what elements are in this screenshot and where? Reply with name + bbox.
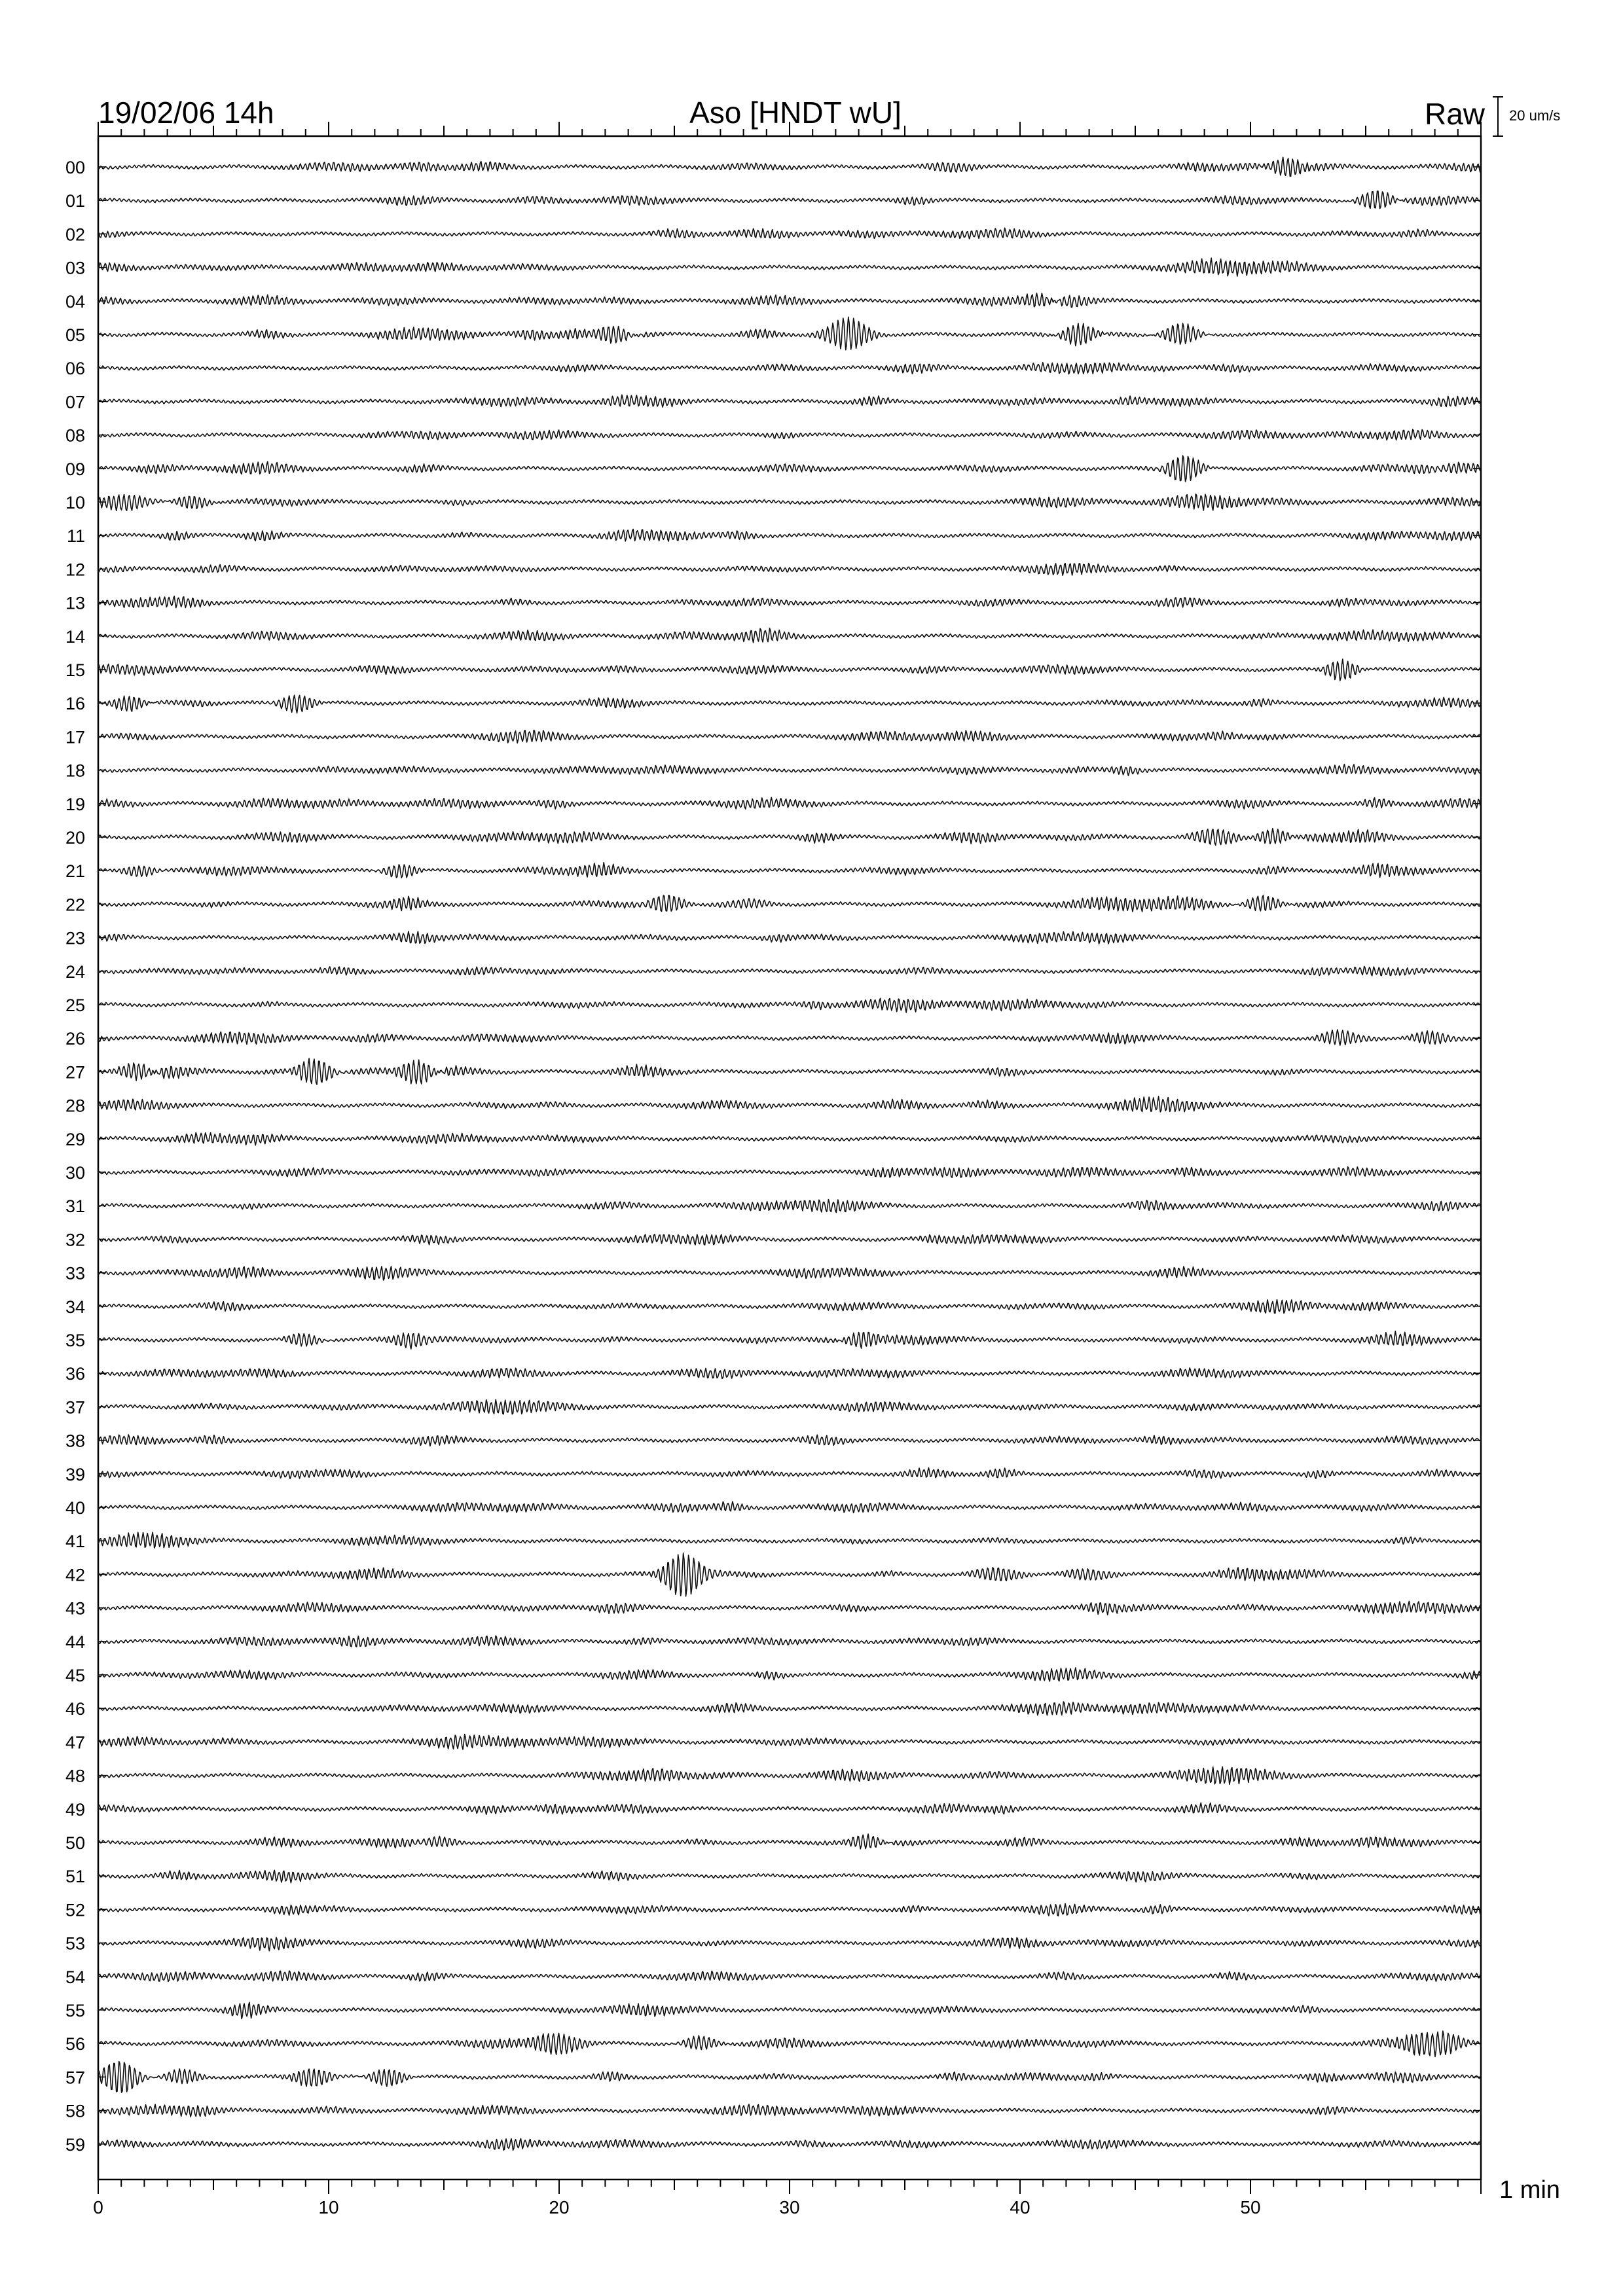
- trace-row-37: [98, 1400, 1481, 1414]
- trace-row-20: [98, 829, 1481, 846]
- row-label: 56: [65, 2034, 85, 2054]
- row-label: 03: [65, 258, 85, 278]
- trace-row-17: [98, 730, 1481, 744]
- x-tick-label: 40: [1010, 2197, 1030, 2217]
- row-label: 06: [65, 359, 85, 379]
- row-label: 44: [65, 1632, 85, 1652]
- row-label: 00: [65, 158, 85, 177]
- trace-row-49: [98, 1803, 1481, 1815]
- trace-row-14: [98, 628, 1481, 643]
- trace-row-58: [98, 2104, 1481, 2117]
- row-label: 16: [65, 694, 85, 714]
- trace-row-29: [98, 1133, 1481, 1145]
- row-label: 41: [65, 1532, 85, 1552]
- trace-row-54: [98, 1971, 1481, 1981]
- row-label: 10: [65, 493, 85, 512]
- row-label: 40: [65, 1498, 85, 1518]
- trace-row-59: [98, 2138, 1481, 2150]
- trace-row-07: [98, 395, 1481, 407]
- row-label: 13: [65, 593, 85, 613]
- trace-row-32: [98, 1234, 1481, 1245]
- trace-row-55: [98, 2002, 1481, 2018]
- row-label: 52: [65, 1900, 85, 1920]
- trace-row-48: [98, 1767, 1481, 1784]
- trace-row-12: [98, 564, 1481, 576]
- trace-row-50: [98, 1834, 1481, 1849]
- x-tick-label: 30: [779, 2197, 800, 2217]
- trace-row-39: [98, 1468, 1481, 1479]
- row-label: 53: [65, 1933, 85, 1954]
- row-label: 23: [65, 928, 85, 948]
- row-label: 42: [65, 1565, 85, 1585]
- trace-row-53: [98, 1937, 1481, 1951]
- trace-row-18: [98, 764, 1481, 776]
- row-label: 46: [65, 1699, 85, 1719]
- trace-row-45: [98, 1668, 1481, 1681]
- row-label: 15: [65, 660, 85, 680]
- trace-row-25: [98, 998, 1481, 1013]
- row-label: 27: [65, 1062, 85, 1083]
- row-label: 54: [65, 1967, 85, 1987]
- row-label: 25: [65, 996, 85, 1015]
- chart-title: Aso [HNDT wU]: [689, 96, 902, 130]
- trace-row-03: [98, 258, 1481, 276]
- row-label: 47: [65, 1732, 85, 1753]
- trace-row-05: [98, 317, 1481, 350]
- trace-row-13: [98, 596, 1481, 608]
- scale-label: 20 um/s: [1509, 107, 1561, 124]
- trace-row-28: [98, 1096, 1481, 1112]
- row-label: 18: [65, 761, 85, 781]
- trace-row-10: [98, 494, 1481, 511]
- trace-row-36: [98, 1368, 1481, 1379]
- trace-row-40: [98, 1501, 1481, 1513]
- trace-row-42: [98, 1553, 1481, 1596]
- row-label: 35: [65, 1331, 85, 1350]
- row-label: 58: [65, 2101, 85, 2121]
- row-label: 38: [65, 1431, 85, 1451]
- trace-row-11: [98, 529, 1481, 542]
- x-unit-label: 1 min: [1499, 2176, 1560, 2204]
- trace-row-06: [98, 363, 1481, 374]
- row-label: 59: [65, 2134, 85, 2155]
- trace-row-00: [98, 157, 1481, 176]
- trace-row-57: [98, 2062, 1481, 2093]
- row-label: 20: [65, 828, 85, 848]
- row-label: 19: [65, 794, 85, 814]
- row-label: 02: [65, 224, 85, 245]
- row-label: 37: [65, 1397, 85, 1418]
- trace-row-26: [98, 1030, 1481, 1045]
- row-label: 39: [65, 1464, 85, 1484]
- row-label: 26: [65, 1029, 85, 1049]
- trace-row-24: [98, 966, 1481, 976]
- row-label: 33: [65, 1263, 85, 1283]
- x-tick-label: 20: [549, 2197, 570, 2217]
- trace-row-19: [98, 798, 1481, 810]
- trace-row-04: [98, 293, 1481, 308]
- row-label: 50: [65, 1833, 85, 1853]
- row-label: 30: [65, 1163, 85, 1183]
- row-label: 49: [65, 1799, 85, 1820]
- trace-row-16: [98, 695, 1481, 713]
- trace-row-30: [98, 1167, 1481, 1177]
- trace-row-22: [98, 895, 1481, 912]
- row-label: 01: [65, 191, 85, 211]
- row-label: 36: [65, 1364, 85, 1384]
- trace-row-46: [98, 1702, 1481, 1715]
- row-label: 14: [65, 626, 85, 647]
- row-label: 51: [65, 1867, 85, 1887]
- trace-row-09: [98, 456, 1481, 482]
- trace-row-47: [98, 1734, 1481, 1749]
- row-label: 21: [65, 861, 85, 882]
- date-label: 19/02/06 14h: [98, 96, 274, 130]
- trace-row-44: [98, 1636, 1481, 1647]
- trace-row-08: [98, 429, 1481, 440]
- row-label: 12: [65, 560, 85, 580]
- x-tick-label: 10: [318, 2197, 339, 2217]
- row-label: 11: [66, 526, 85, 547]
- row-label: 43: [65, 1598, 85, 1619]
- trace-row-31: [98, 1200, 1481, 1213]
- trace-row-02: [98, 228, 1481, 239]
- trace-row-52: [98, 1904, 1481, 1916]
- row-label: 09: [65, 459, 85, 479]
- trace-row-23: [98, 931, 1481, 944]
- x-tick-label: 0: [93, 2197, 103, 2217]
- row-label: 08: [65, 425, 85, 446]
- trace-row-38: [98, 1435, 1481, 1446]
- row-label: 57: [65, 2068, 85, 2088]
- mode-label: Raw: [1424, 97, 1485, 131]
- row-label: 48: [65, 1766, 85, 1786]
- trace-row-43: [98, 1602, 1481, 1615]
- trace-row-56: [98, 2031, 1481, 2056]
- row-label: 31: [65, 1196, 85, 1217]
- trace-row-51: [98, 1870, 1481, 1882]
- plot-frame: [98, 136, 1481, 2179]
- row-label: 07: [65, 392, 85, 412]
- trace-row-15: [98, 659, 1481, 681]
- row-label: 17: [65, 727, 85, 747]
- row-label: 05: [65, 325, 85, 345]
- trace-row-21: [98, 863, 1481, 878]
- trace-row-35: [98, 1331, 1481, 1349]
- trace-row-27: [98, 1058, 1481, 1085]
- row-label: 24: [65, 961, 85, 982]
- trace-row-33: [98, 1266, 1481, 1280]
- trace-row-01: [98, 191, 1481, 209]
- row-label: 29: [65, 1129, 85, 1149]
- trace-row-34: [98, 1300, 1481, 1314]
- row-label: 55: [65, 2001, 85, 2020]
- row-label: 45: [65, 1666, 85, 1685]
- row-label: 04: [65, 291, 85, 312]
- x-tick-label: 50: [1240, 2197, 1261, 2217]
- row-label: 32: [65, 1230, 85, 1250]
- trace-row-41: [98, 1532, 1481, 1548]
- row-label: 28: [65, 1096, 85, 1116]
- row-label: 34: [65, 1297, 85, 1317]
- row-label: 22: [65, 895, 85, 915]
